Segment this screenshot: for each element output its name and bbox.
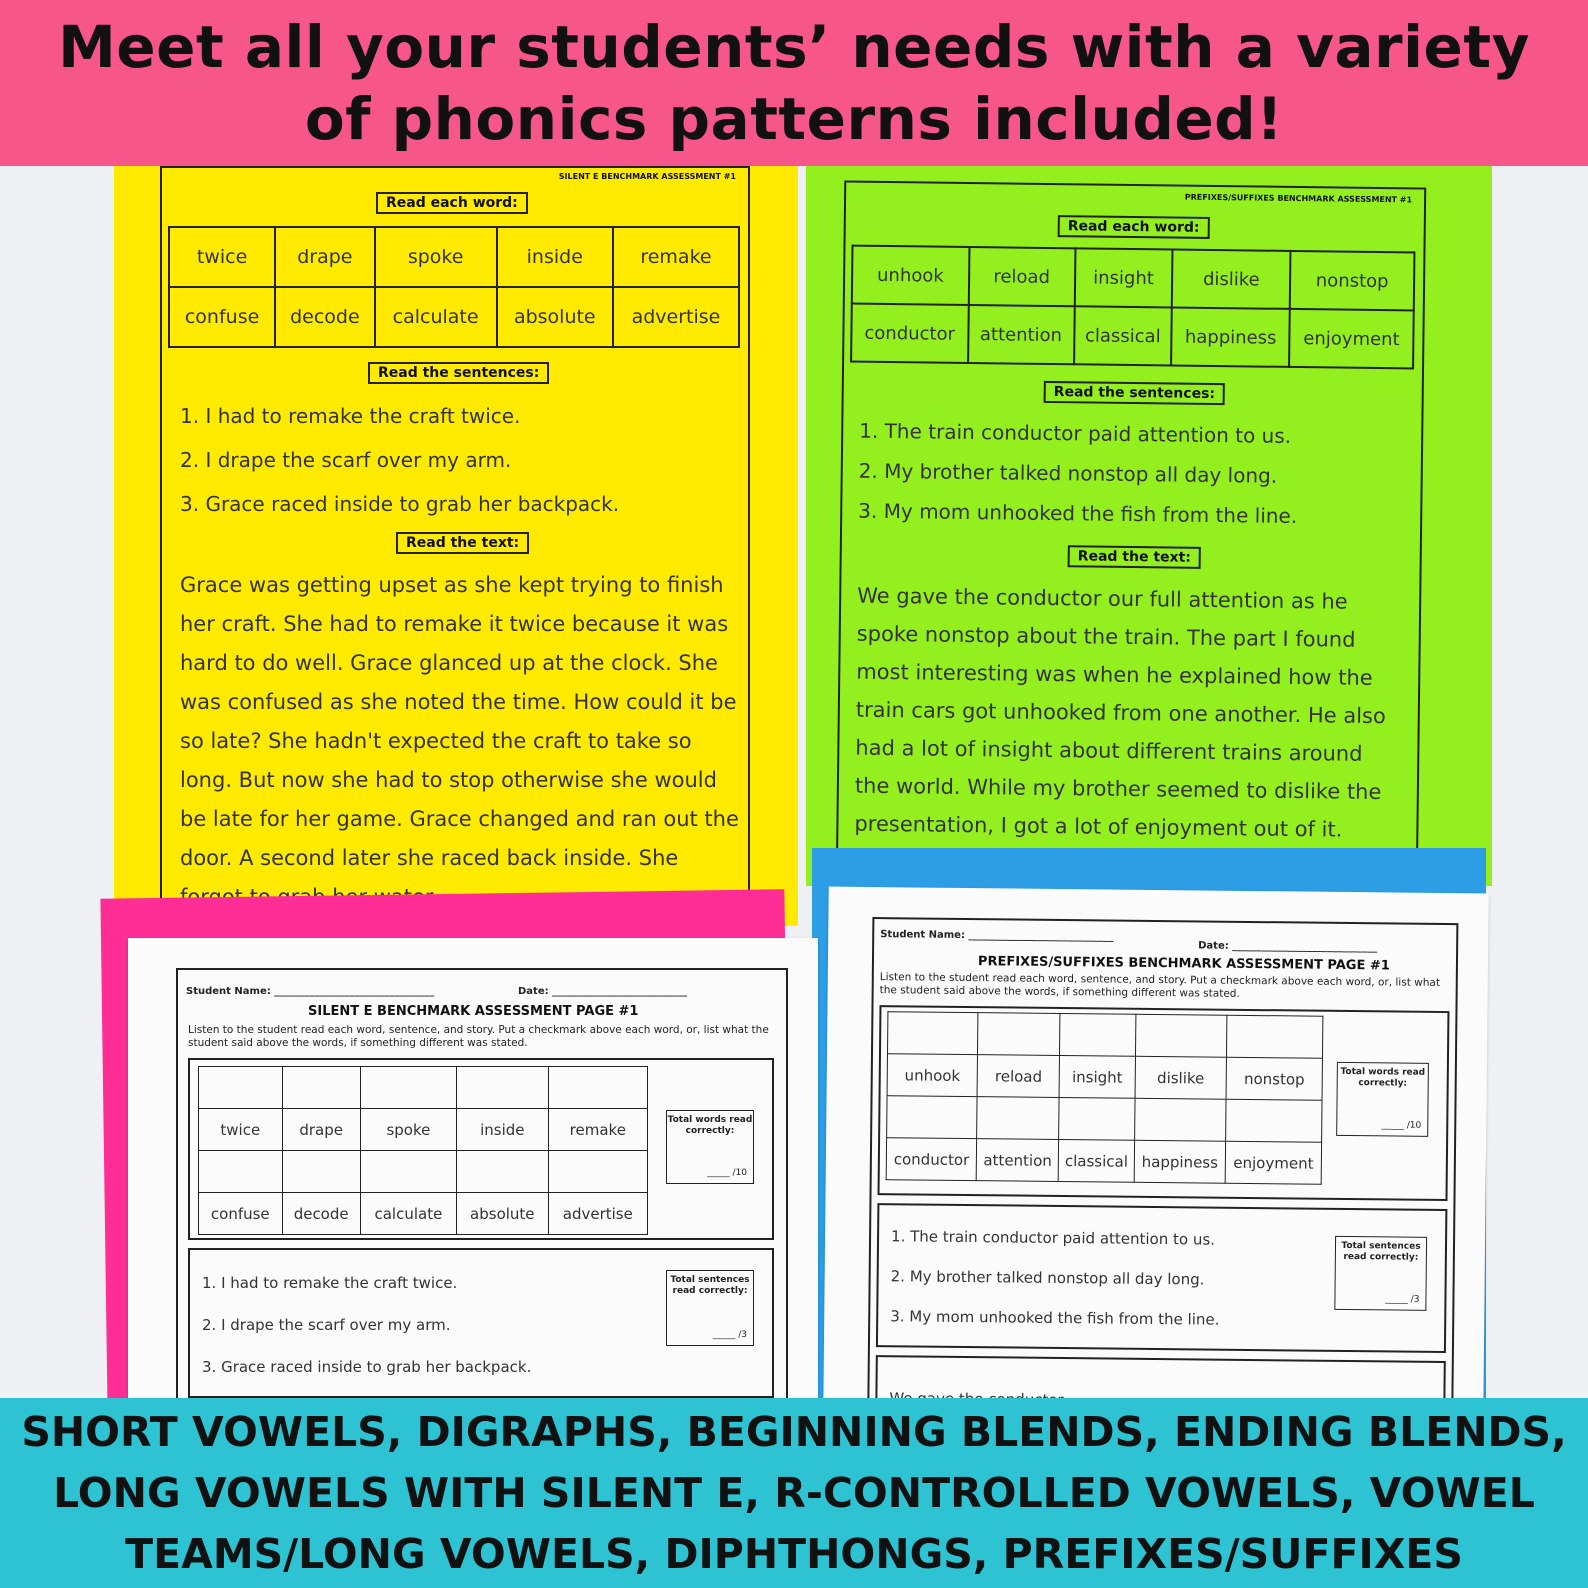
word-cell: twice: [169, 227, 275, 287]
word-cell: enjoyment: [1289, 309, 1414, 369]
silent-e-page-title: SILENT E BENCHMARK ASSESSMENT PAGE #1: [308, 1004, 639, 1019]
green-word-table: [850, 245, 1415, 370]
words-score: _____ /10: [1381, 1120, 1422, 1131]
date-label: Date: ___________________________: [518, 986, 688, 997]
phonics-patterns-list: [14, 1402, 1574, 1585]
sentences-score: _____ /3: [712, 1330, 747, 1340]
yellow-sentence-3: 3. Grace raced inside to grab her backpack.: [180, 492, 620, 516]
word-cell: remake: [613, 227, 739, 287]
check-cell: [548, 1067, 647, 1109]
word-cell: conductor: [851, 304, 968, 363]
words-score: _____ /10: [707, 1168, 747, 1178]
words-total-label: Total words read correctly:: [667, 1115, 753, 1136]
check-cell: [1134, 1098, 1226, 1141]
yellow-words-label: Read each word:: [376, 192, 528, 214]
check-cell: [1227, 1015, 1323, 1058]
check-cell: [978, 1013, 1060, 1056]
top-banner: [0, 0, 1588, 166]
headline-line-2: of phonics patterns included!: [304, 85, 1284, 153]
yellow-story-text: Grace was getting upset as she kept trying to finish her craft. She had to remake it twice because it was hard to do well. Grace glanced up at the clock. She was confused as she noted the time. How could it be so late? She hadn't expected the craft to take so long. But now she had to stop otherwise she would be late for her game. Grace changed and ran out the door. A second later she raced back inside. She: [180, 573, 739, 870]
check-cell: [282, 1151, 360, 1193]
words-total-box: [1336, 1062, 1429, 1137]
sentence-1: 1. The train conductor paid attention to us.: [890, 1227, 1216, 1249]
sentences-total-label: Total sentences read correctly:: [670, 1275, 750, 1296]
yellow-assessment-card: [114, 166, 798, 926]
prefix-instructions: Listen to the student read each word, sentence, and story. Put a checkmark above each word, or, list what the student said above the words, if something different was stated.: [879, 971, 1441, 1000]
date-label: Date: _____________________________: [1198, 940, 1378, 954]
sentences-total-label: Total sentences read correctly:: [1341, 1240, 1421, 1263]
words-total-box: [666, 1110, 754, 1184]
word-cell: happiness: [1134, 1140, 1226, 1183]
sentence-1: 1. I had to remake the craft twice.: [202, 1274, 458, 1292]
prefix-page-title: PREFIXES/SUFFIXES BENCHMARK ASSESSMENT PAGE #1: [977, 954, 1390, 974]
word-cell: unhook: [887, 1054, 978, 1097]
words-total-label: Total words read correctly:: [1340, 1066, 1426, 1089]
student-name-label: Student Name: _____________________________: [880, 929, 1114, 943]
word-cell: advertise: [613, 287, 739, 347]
check-cell: [360, 1151, 456, 1193]
yellow-sentences-label: Read the sentences:: [368, 362, 549, 384]
word-cell: drape: [275, 227, 374, 287]
check-cell: [199, 1151, 283, 1193]
word-cell: unhook: [852, 246, 969, 305]
check-cell: [1135, 1014, 1227, 1057]
word-cell: spoke: [360, 1109, 456, 1151]
word-cell: conductor: [886, 1138, 977, 1181]
patterns-line-1: SHORT VOWELS, DIGRAPHS, BEGINNING BLENDS, ENDING BLENDS,: [21, 1407, 1567, 1456]
green-words-label: Read each word:: [1058, 215, 1210, 239]
sentence-2: 2. I drape the scarf over my arm.: [202, 1316, 451, 1334]
word-cell: advertise: [548, 1193, 647, 1235]
word-cell: decode: [282, 1193, 360, 1235]
word-cell: absolute: [457, 1193, 549, 1235]
check-cell: [282, 1067, 360, 1109]
silent-e-sentence-box: [188, 1248, 774, 1398]
silent-e-page-frame: [176, 968, 788, 1408]
prefix-suffix-assessment-page: [823, 887, 1488, 1414]
yellow-text-label: Read the text:: [396, 532, 529, 554]
sentence-2: 2. My brother talked nonstop all day long.: [890, 1267, 1205, 1289]
check-cell: [199, 1067, 283, 1109]
headline-line-1: Meet all your students’ needs with a variety: [58, 13, 1530, 81]
check-cell: [977, 1097, 1059, 1140]
student-name-label: Student Name: ________________________________: [186, 986, 435, 997]
check-cell: [548, 1151, 647, 1193]
word-cell: classical: [1058, 1139, 1134, 1182]
green-story-text: We gave the conductor our full attention as he spoke nonstop about the train. The part I found most interesting was when he explained how the train cars got unhooked from one another. He also had a lot of insight about different trains around the world. While my brother seemed to dislike the presentation, I got a lot of enjoyment out of it.: [854, 583, 1386, 842]
patterns-line-2: LONG VOWELS WITH SILENT E, R-CONTROLLED VOWELS, VOWEL: [53, 1468, 1535, 1517]
check-cell: [360, 1067, 456, 1109]
check-cell: [1059, 1097, 1135, 1140]
prefix-page-frame: [867, 917, 1458, 1413]
check-cell: [1226, 1099, 1322, 1142]
green-sentence-2: 2. My brother talked nonstop all day long.: [858, 458, 1278, 488]
silent-e-word-box: [188, 1058, 774, 1240]
word-cell: reload: [977, 1055, 1059, 1098]
yellow-card-header: SILENT E BENCHMARK ASSESSMENT #1: [558, 172, 736, 181]
word-cell: calculate: [360, 1193, 456, 1235]
word-cell: drape: [282, 1109, 360, 1151]
prefix-word-grid: [886, 1011, 1324, 1185]
word-cell: inside: [497, 227, 613, 287]
word-cell: decode: [275, 287, 374, 347]
green-text-label: Read the text:: [1068, 545, 1201, 569]
word-cell: spoke: [375, 227, 497, 287]
bottom-banner: [0, 1398, 1588, 1588]
word-cell: dislike: [1172, 249, 1291, 308]
green-sentence-1: 1. The train conductor paid attention to us.: [859, 418, 1292, 448]
yellow-word-table: [168, 226, 740, 348]
green-card-header: PREFIXES/SUFFIXES BENCHMARK ASSESSMENT #1: [1184, 192, 1413, 205]
sentence-3: 3. My mom unhooked the fish from the line.: [890, 1307, 1220, 1329]
silent-e-word-grid: [198, 1066, 648, 1235]
check-cell: [457, 1151, 549, 1193]
prefix-sentence-box: [876, 1203, 1447, 1353]
green-assessment-card: [806, 166, 1492, 886]
prefix-word-box: [878, 1005, 1450, 1201]
word-cell: confuse: [169, 287, 275, 347]
yellow-sentence-2: 2. I drape the scarf over my arm.: [180, 448, 512, 472]
check-cell: [1060, 1013, 1136, 1056]
check-cell: [457, 1067, 549, 1109]
word-cell: nonstop: [1290, 251, 1415, 311]
word-cell: attention: [968, 305, 1075, 364]
word-cell: absolute: [497, 287, 613, 347]
silent-e-instructions: Listen to the student read each word, sentence, and story. Put a checkmark above each word, or, list what the student said above the words, if something different was stated.: [188, 1024, 769, 1049]
silent-e-assessment-page: [128, 938, 818, 1408]
sentences-score: _____ /3: [1385, 1294, 1420, 1305]
yellow-card-frame: [160, 166, 750, 946]
sentences-total-box: [1334, 1236, 1427, 1311]
check-cell: [887, 1096, 978, 1139]
word-cell: calculate: [375, 287, 497, 347]
word-cell: insight: [1059, 1055, 1135, 1098]
word-cell: happiness: [1171, 307, 1290, 366]
green-sentences-label: Read the sentences:: [1044, 381, 1226, 405]
headline: [58, 11, 1530, 155]
sentence-3: 3. Grace raced inside to grab her backpack.: [202, 1358, 532, 1376]
word-cell: inside: [457, 1109, 549, 1151]
word-cell: remake: [548, 1109, 647, 1151]
word-cell: reload: [968, 247, 1075, 306]
check-cell: [887, 1012, 978, 1055]
word-cell: classical: [1074, 306, 1172, 365]
green-card-frame: [836, 180, 1427, 887]
word-cell: nonstop: [1226, 1057, 1322, 1100]
word-cell: twice: [199, 1109, 283, 1151]
word-cell: confuse: [199, 1193, 283, 1235]
green-sentence-3: 3. My mom unhooked the fish from the line.: [858, 498, 1298, 529]
word-cell: dislike: [1135, 1056, 1227, 1099]
yellow-sentence-1: 1. I had to remake the craft twice.: [180, 404, 521, 428]
word-cell: insight: [1074, 248, 1172, 307]
sentences-total-box: [666, 1270, 754, 1346]
word-cell: attention: [976, 1139, 1058, 1182]
patterns-line-3: TEAMS/LONG VOWELS, DIPHTHONGS, PREFIXES/SUFFIXES: [125, 1529, 1463, 1578]
word-cell: enjoyment: [1225, 1141, 1321, 1184]
